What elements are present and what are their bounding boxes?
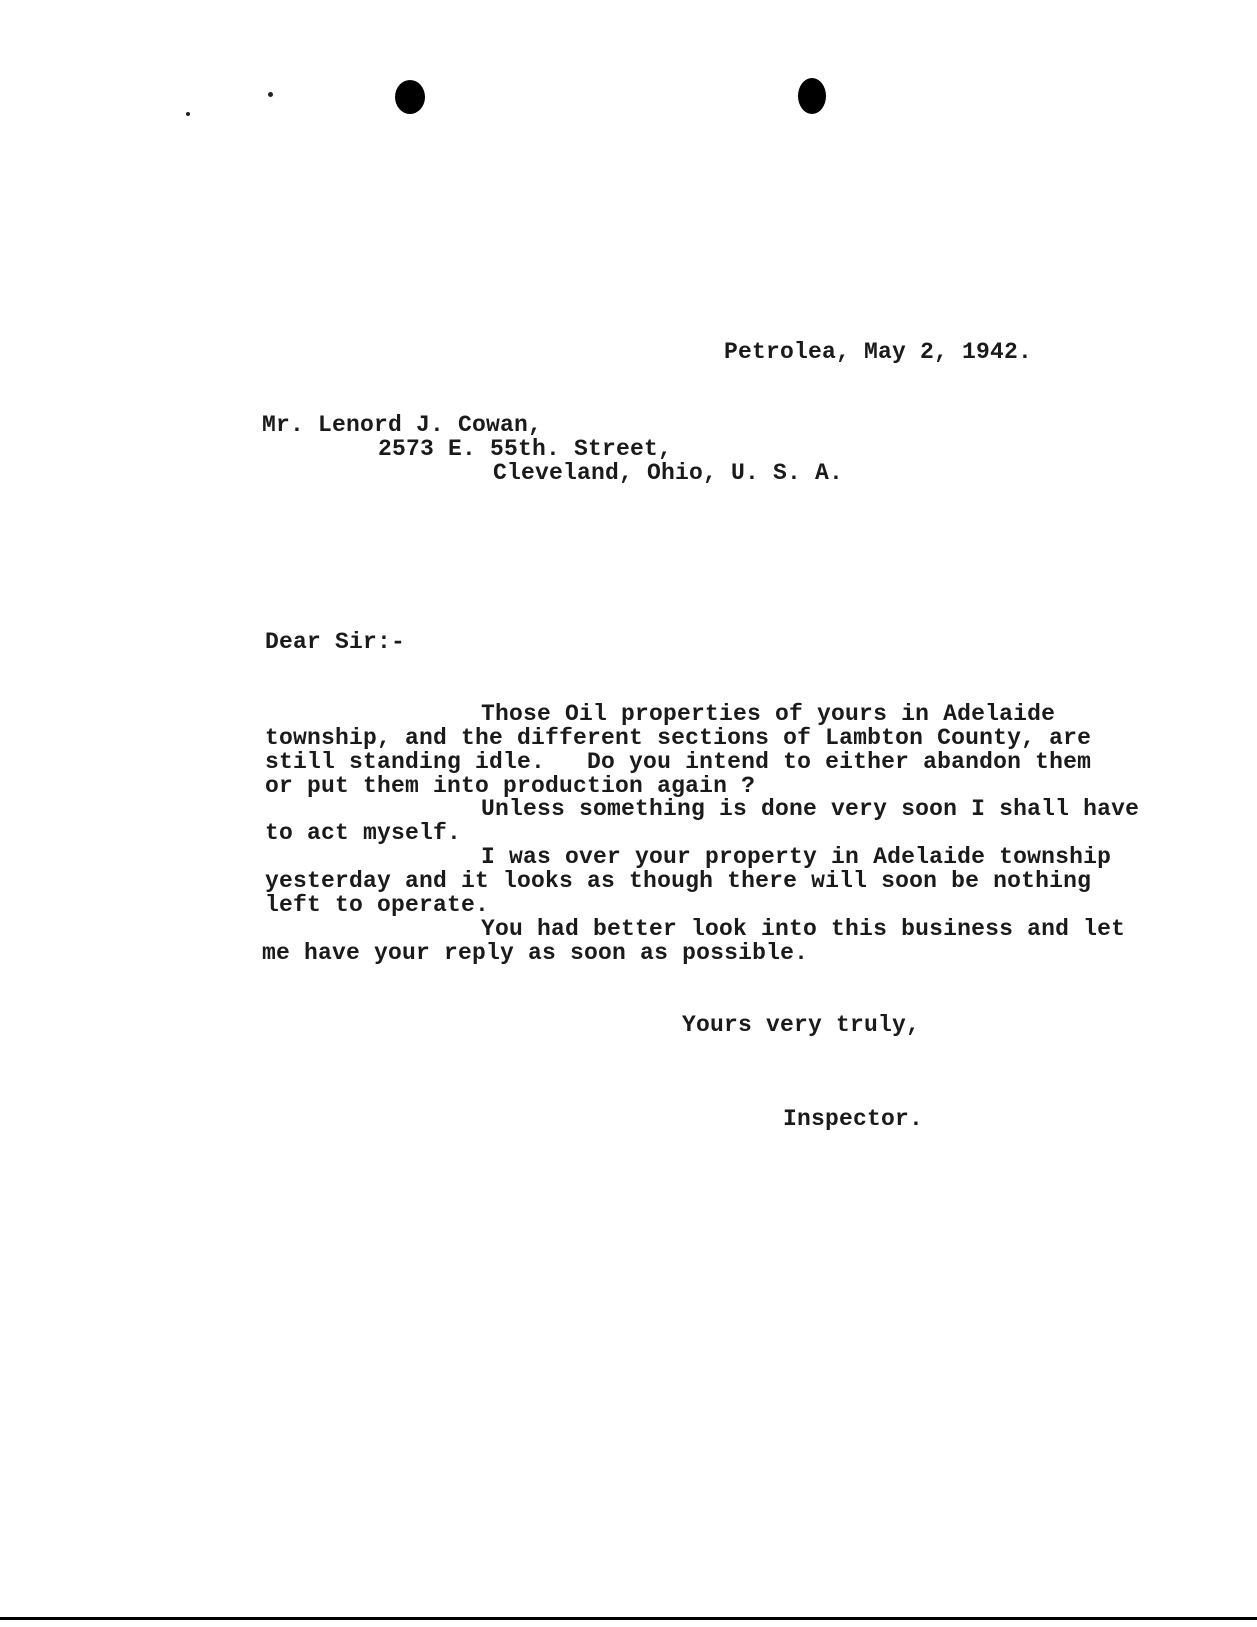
- punch-hole-right: [798, 78, 826, 114]
- body-line: Those Oil properties of yours in Adelaide: [481, 701, 1056, 727]
- body-line: yesterday and it looks as though there will soon be nothing: [265, 868, 1092, 894]
- body-line: You had better look into this business and let: [481, 916, 1126, 942]
- bottom-edge-line: [0, 1617, 1257, 1620]
- body-line: me have your reply as soon as possible.: [262, 940, 809, 966]
- speck: [268, 92, 273, 97]
- salutation: Dear Sir:-: [265, 629, 406, 655]
- closing: Yours very truly,: [682, 1012, 921, 1038]
- speck: [186, 112, 190, 116]
- punch-hole-left: [395, 80, 425, 114]
- body-line: or put them into production again ?: [265, 773, 756, 799]
- body-line: still standing idle. Do you intend to either abandon them: [265, 749, 1092, 775]
- body-line: I was over your property in Adelaide township: [481, 844, 1112, 870]
- date-line: Petrolea, May 2, 1942.: [724, 339, 1033, 365]
- body-line: township, and the different sections of Lambton County, are: [265, 725, 1092, 751]
- body-line: left to operate.: [265, 892, 490, 918]
- signature-title: Inspector.: [783, 1106, 924, 1132]
- recipient-street: 2573 E. 55th. Street,: [378, 436, 673, 462]
- recipient-name: Mr. Lenord J. Cowan,: [262, 412, 543, 438]
- body-line: to act myself.: [265, 820, 462, 846]
- recipient-city: Cleveland, Ohio, U. S. A.: [493, 460, 844, 486]
- body-line: Unless something is done very soon I shall have: [481, 796, 1140, 822]
